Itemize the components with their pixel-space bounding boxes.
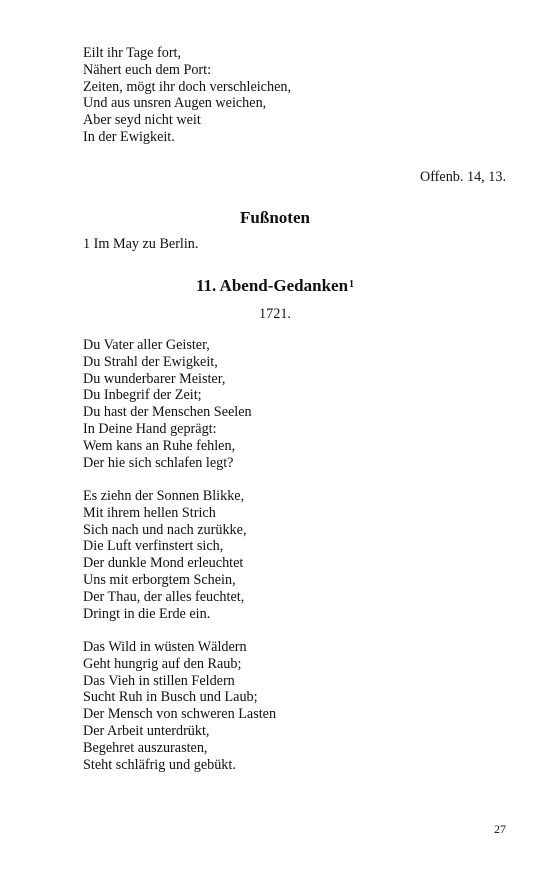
verse-line: Der Thau, der alles feuchtet, [83, 588, 245, 605]
verse-line: Der hie sich schlafen legt? [83, 454, 234, 471]
verse-line: Steht schläfrig und gebükt. [83, 756, 236, 773]
verse-line: Uns mit erborgtem Schein, [83, 571, 236, 588]
verse-line: Der dunkle Mond erleuchtet [83, 555, 244, 572]
bible-reference: Offenb. 14, 13. [419, 169, 506, 185]
verse-line: Du Inbegrif der Zeit; [83, 387, 202, 404]
verse-line: Der Arbeit unterdrükt, [83, 722, 210, 739]
verse-line: Du Vater aller Geister, [83, 337, 210, 353]
verse-line: Dringt in die Erde ein. [83, 605, 211, 622]
verse-line: Und aus unsren Augen weichen, [83, 95, 267, 112]
poem-stanza-3 [83, 639, 276, 773]
verse-line: Aber seyd nicht weit [83, 112, 201, 129]
poem-year: 1721. [259, 306, 291, 322]
verse-line: Mit ihrem hellen Strich [83, 504, 216, 521]
verse-line: Wem kans an Ruhe fehlen, [83, 437, 236, 454]
footnotes-heading: Fußnoten [240, 208, 310, 227]
verse-line: Das Vieh in stillen Feldern [83, 672, 235, 689]
footnote-item: 1 Im May zu Berlin. [83, 236, 199, 252]
verse-line: Der Mensch von schweren Lasten [83, 706, 277, 723]
verse-line: In Deine Hand geprägt: [83, 420, 217, 437]
verse-line: Du wunderbarer Meister, [83, 370, 226, 387]
verse-line: Geht hungrig auf den Raub; [83, 655, 242, 672]
poem-title-text: 11. Abend-Gedanken [195, 276, 349, 295]
verse-line: Zeiten, mögt ihr doch verschleichen, [83, 78, 292, 95]
verse-line: In der Ewigkeit. [83, 128, 175, 145]
verse-line: Nähert euch dem Port: [83, 61, 212, 78]
verse-line: Eilt ihr Tage fort, [83, 45, 182, 61]
footnote-marker[interactable]: 1 [349, 279, 355, 290]
verse-line: Begehret auszurasten, [83, 739, 208, 756]
verse-line: Du hast der Menschen Seelen [83, 404, 252, 421]
poem-stanza-2 [83, 488, 247, 622]
verse-line: Du Strahl der Ewigkeit, [83, 353, 218, 370]
verse-line: Die Luft verfinstert sich, [83, 538, 224, 555]
verse-line: Das Wild in wüsten Wäldern [83, 639, 247, 655]
poem-stanza-1 [83, 337, 252, 471]
opening-stanza [83, 45, 291, 146]
page-number: 27 [494, 822, 506, 836]
verse-line: Es ziehn der Sonnen Blikke, [83, 488, 245, 504]
verse-line: Sich nach und nach zurükke, [83, 521, 247, 538]
poem-title [0, 276, 550, 296]
verse-line: Sucht Ruh in Busch und Laub; [83, 689, 258, 706]
